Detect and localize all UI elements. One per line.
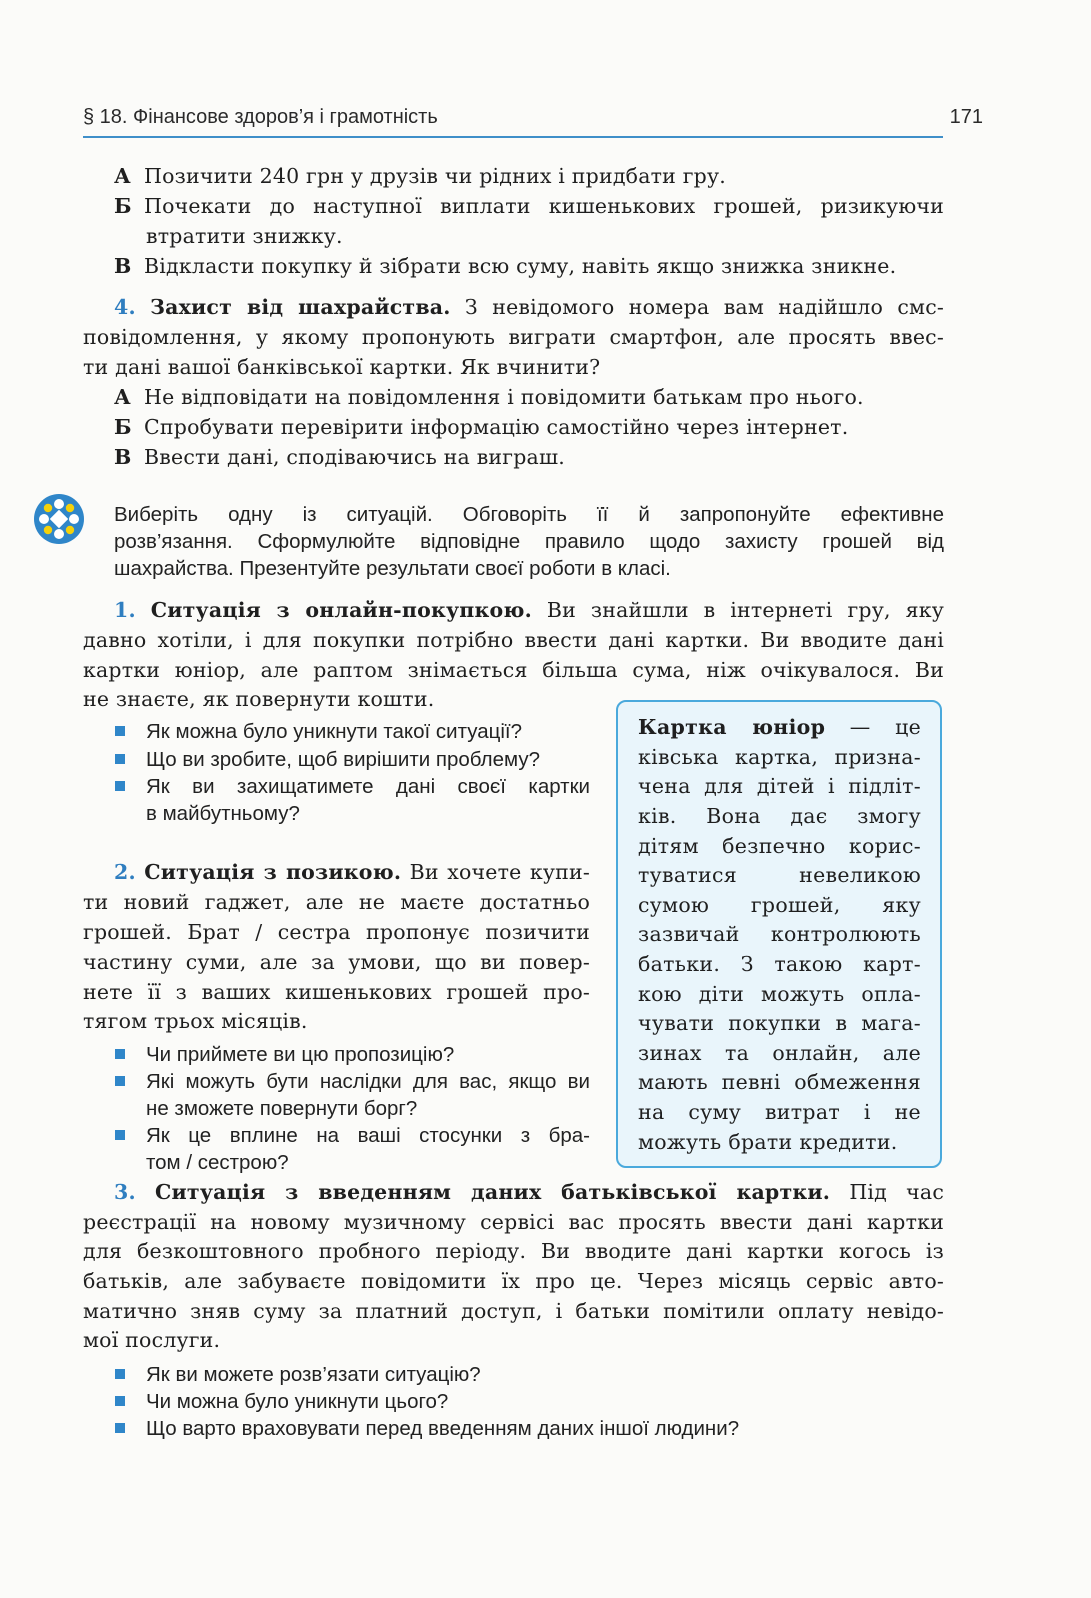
bullet-marker (115, 1130, 125, 1140)
page-number: 171 (949, 106, 983, 128)
question4-option-b: Б Спробувати перевірити інформацію самостійно через інтернет. (114, 415, 849, 439)
group-task-line2: розв’язання. Сформулюйте відповідне правило щодо захисту грошей від (114, 530, 944, 553)
definition-line: Картка юніор — це (638, 715, 921, 739)
bullet-marker (115, 1076, 125, 1086)
group-work-icon (33, 493, 85, 545)
situation3-line3: для безкоштовного пробного періоду. Ви вводите дані картки когось із (83, 1239, 944, 1263)
definition-line: туватися невеликою (638, 863, 921, 887)
situation1-question3: Як ви захищатимете дані своєї картки (146, 775, 590, 798)
section-title: § 18. Фінансове здоров’я і грамотність (83, 106, 438, 128)
definition-line: чена для дітей і підліт- (638, 774, 921, 798)
option-b: Б Почекати до наступної виплати кишенькових грошей, ризикуючи (114, 194, 944, 218)
situation2-line4: частину суми, але за умови, що ви повер- (83, 950, 590, 974)
situation1-question2: Що ви зробите, щоб вирішити проблему? (146, 748, 540, 771)
question4-option-a: А Не відповідати на повідомлення і повідомити батькам про нього. (114, 385, 864, 409)
definition-line: мають певні обмеження (638, 1070, 921, 1094)
question4-line1: 4. Захист від шахрайства. З невідомого номера вам надійшло смс- (114, 295, 944, 319)
definition-box (616, 700, 942, 1168)
situation2-question3-cont: том / сестрою? (146, 1151, 289, 1174)
group-task-line1: Виберіть одну із ситуацій. Обговоріть її й запропонуйте ефективне (114, 503, 944, 526)
bullet-marker (115, 1049, 125, 1059)
situation3-question3: Що варто враховувати перед введенням даних іншої людини? (146, 1417, 740, 1440)
definition-line: дітям безпечно корис- (638, 834, 921, 858)
situation2-line1: 2. Ситуація з позикою. Ви хочете купи- (114, 860, 590, 884)
situation3-line5: матично зняв суму за платний доступ, і батьки помітили оплату невідо- (83, 1299, 944, 1323)
situation1-line2: давно хотіли, і для покупки потрібно ввести дані картки. Ви вводите дані (83, 628, 944, 652)
situation1-line3: картки юніор, але раптом знімається більша сума, ніж очікувалося. Ви (83, 658, 944, 682)
question4-line3: ти дані вашої банківської картки. Як вчинити? (83, 355, 601, 379)
question4-option-c: В Ввести дані, сподіваючись на виграш. (114, 445, 565, 469)
option-b-cont: втратити знижку. (146, 224, 343, 248)
situation1-question3-cont: в майбутньому? (146, 802, 300, 825)
question4-line2: повідомлення, у якому пропонують виграти смартфон, але просять ввес- (83, 325, 944, 349)
bullet-marker (115, 754, 125, 764)
situation1-line4: не знаєте, як повернути кошти. (83, 687, 435, 711)
situation3-line1: 3. Ситуація з введенням даних батьківської картки. Під час (114, 1180, 944, 1204)
situation3-line2: реєстрації на новому музичному сервісі вас просять ввести дані картки (83, 1210, 944, 1234)
definition-line: чувати покупки в мага- (638, 1011, 921, 1035)
situation3-line6: мої послуги. (83, 1328, 221, 1352)
bullet-marker (115, 1369, 125, 1379)
situation1-question1: Як можна було уникнути такої ситуації? (146, 720, 523, 743)
definition-line: зинах та онлайн, але (638, 1041, 921, 1065)
definition-line: ків. Вона дає змогу (638, 804, 921, 828)
bullet-marker (115, 1423, 125, 1433)
definition-line: сумою грошей, яку (638, 893, 921, 917)
option-c: В Відкласти покупку й зібрати всю суму, навіть якщо знижка зникне. (114, 254, 897, 278)
header-rule (83, 136, 943, 138)
definition-line: кою діти можуть опла- (638, 982, 921, 1006)
bullet-marker (115, 726, 125, 736)
bullet-marker (115, 781, 125, 791)
definition-line: зазвичай контролюють (638, 922, 921, 946)
situation3-line4: батьків, але забуваєте повідомити їх про це. Через місяць сервіс авто- (83, 1269, 944, 1293)
definition-line: батьки. З такою карт- (638, 952, 921, 976)
definition-line: на суму витрат і не (638, 1100, 921, 1124)
situation2-question1: Чи приймете ви цю пропозицію? (146, 1043, 455, 1066)
situation3-question2: Чи можна було уникнути цього? (146, 1390, 449, 1413)
situation2-line6: тягом трьох місяців. (83, 1009, 308, 1033)
definition-term: Картка юніор (638, 715, 826, 739)
situation2-line2: ти новий гаджет, але не маєте достатньо (83, 890, 590, 914)
situation1-line1: 1. Ситуація з онлайн-покупкою. Ви знайшли в інтернеті гру, яку (114, 598, 944, 622)
definition-line: ківська картка, призна- (638, 745, 921, 769)
definition-line: можуть брати кредити. (638, 1130, 898, 1154)
situation2-question2: Які можуть бути наслідки для вас, якщо ви (146, 1070, 590, 1093)
situation2-line5: нете її з ваших кишенькових грошей про- (83, 980, 590, 1004)
bullet-marker (115, 1396, 125, 1406)
page-header (83, 104, 983, 138)
group-task-line3: шахрайства. Презентуйте результати своєї роботи в класі. (114, 557, 671, 580)
situation2-question2-cont: не зможете повернути борг? (146, 1097, 418, 1120)
situation2-line3: грошей. Брат / сестра пропонує позичити (83, 920, 590, 944)
option-a: А Позичити 240 грн у друзів чи рідних і придбати гру. (114, 164, 726, 188)
situation3-question1: Як ви можете розв’язати ситуацію? (146, 1363, 481, 1386)
situation2-question3: Як це вплине на ваші стосунки з бра- (146, 1124, 590, 1147)
